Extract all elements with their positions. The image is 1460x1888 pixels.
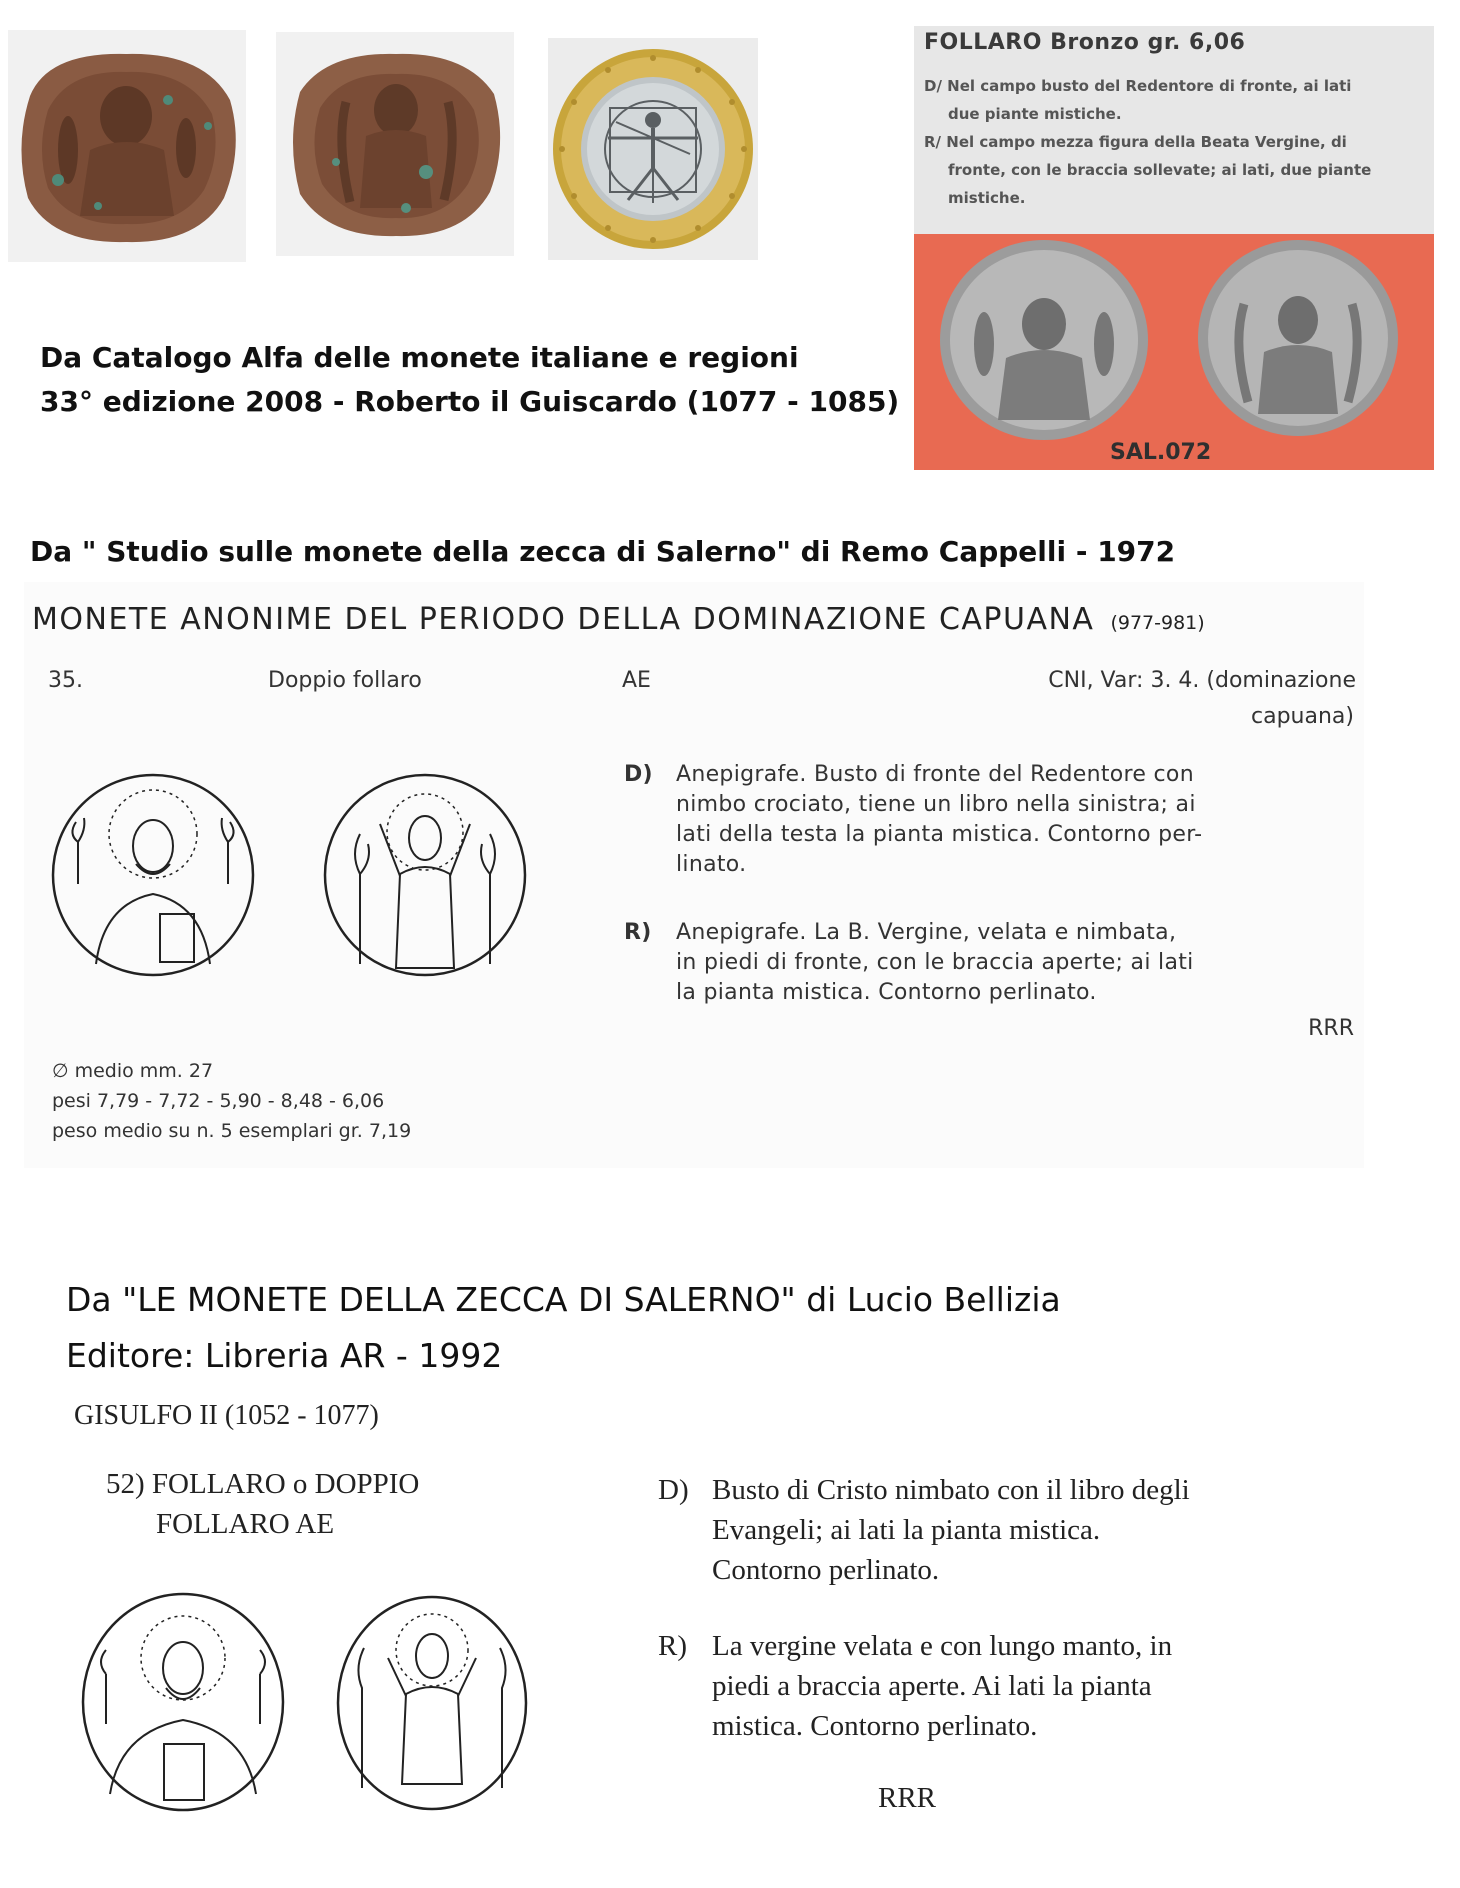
catalog-line-label: R/ bbox=[924, 133, 942, 151]
cappelli-reverse-line: in piedi di fronte, con le braccia aperte; ai lati bbox=[676, 950, 1194, 975]
cappelli-denomination: Doppio follaro bbox=[268, 668, 422, 693]
cappelli-obverse-line: Anepigrafe. Busto di fronte del Redentore con bbox=[676, 762, 1194, 787]
alfa-caption-line-1: Da Catalogo Alfa delle monete italiane e regioni bbox=[40, 341, 799, 374]
cappelli-reverse-line: la pianta mistica. Contorno perlinato. bbox=[676, 980, 1097, 1005]
catalog-code: SAL.072 bbox=[1110, 440, 1212, 465]
bellizia-reverse-label: R) bbox=[658, 1630, 687, 1662]
catalog-line-text: mistiche. bbox=[948, 189, 1026, 207]
cappelli-reverse-line: Anepigrafe. La B. Vergine, velata e nimbata, bbox=[676, 920, 1177, 945]
cappelli-obverse-description bbox=[624, 760, 1316, 880]
bellizia-reverse-description bbox=[658, 1626, 1372, 1746]
euro-coin-image bbox=[548, 38, 758, 260]
cappelli-section-title bbox=[32, 602, 1205, 637]
catalog-line-2 bbox=[948, 102, 1122, 126]
cappelli-section-dates: (977-981) bbox=[1110, 612, 1205, 634]
coin-obverse-image bbox=[8, 30, 246, 262]
bellizia-reverse-line: piedi a braccia aperte. Ai lati la pianta bbox=[712, 1670, 1152, 1702]
catalog-line-text: fronte, con le braccia sollevate; ai lati, due piante bbox=[948, 161, 1372, 179]
cappelli-scan bbox=[24, 582, 1364, 1168]
bellizia-reverse-line: mistica. Contorno perlinato. bbox=[712, 1710, 1038, 1742]
cappelli-obverse-line: nimbo crociato, tiene un libro nella sinistra; ai bbox=[676, 792, 1196, 817]
euro-coin-photo bbox=[548, 38, 758, 260]
bellizia-obverse-line: Evangeli; ai lati la pianta mistica. bbox=[712, 1514, 1101, 1546]
bellizia-obverse-description bbox=[658, 1470, 1372, 1590]
bellizia-item-line-1: 52) FOLLARO o DOPPIO bbox=[106, 1468, 420, 1500]
cappelli-reverse-drawing bbox=[320, 764, 530, 986]
cappelli-ref-line-1: CNI, Var: 3. 4. (dominazione bbox=[1048, 668, 1356, 693]
bellizia-obverse-line: Contorno perlinato. bbox=[712, 1554, 940, 1586]
coin-photo-reverse bbox=[276, 32, 514, 256]
catalog-line-text: due piante mistiche. bbox=[948, 105, 1122, 123]
catalog-line-1 bbox=[924, 74, 1351, 98]
cappelli-ref-line-2: capuana) bbox=[1251, 704, 1354, 729]
cappelli-caption: Da " Studio sulle monete della zecca di Salerno" di Remo Cappelli - 1972 bbox=[30, 535, 1176, 568]
cappelli-obverse-label: D) bbox=[624, 762, 653, 787]
bellizia-item-line-2: FOLLARO AE bbox=[156, 1508, 335, 1540]
catalog-line-text: Nel campo mezza figura della Beata Vergine, di bbox=[946, 133, 1347, 151]
cappelli-stat-weights: pesi 7,79 - 7,72 - 5,90 - 8,48 - 6,06 bbox=[52, 1090, 385, 1112]
bellizia-rarity: RRR bbox=[878, 1782, 937, 1814]
bellizia-obverse-drawing bbox=[76, 1584, 290, 1820]
catalog-coin-images bbox=[914, 234, 1434, 470]
bellizia-caption-line-1: Da "LE MONETE DELLA ZECCA DI SALERNO" di Lucio Bellizia bbox=[66, 1280, 1061, 1319]
bellizia-obverse-label: D) bbox=[658, 1474, 689, 1506]
cappelli-reverse-label: R) bbox=[624, 920, 652, 945]
catalog-line-4 bbox=[948, 158, 1371, 182]
cappelli-rarity: RRR bbox=[1308, 1016, 1354, 1041]
catalog-scan bbox=[914, 26, 1434, 470]
catalog-line-text: Nel campo busto del Redentore di fronte, ai lati bbox=[947, 77, 1352, 95]
coin-photo-obverse bbox=[8, 30, 246, 262]
cappelli-reverse-description bbox=[624, 918, 1316, 1008]
bellizia-obverse-line: Busto di Cristo nimbato con il libro degli bbox=[712, 1474, 1190, 1506]
bellizia-reverse-drawing bbox=[332, 1588, 532, 1818]
bellizia-caption-line-2: Editore: Libreria AR - 1992 bbox=[66, 1336, 503, 1375]
cappelli-section-name: MONETE ANONIME DEL PERIODO DELLA DOMINAZIONE CAPUANA bbox=[32, 602, 1095, 637]
cappelli-metal: AE bbox=[622, 668, 651, 693]
catalog-title: FOLLARO Bronzo gr. 6,06 bbox=[924, 30, 1246, 55]
catalog-line-3 bbox=[924, 130, 1347, 154]
cappelli-number: 35. bbox=[48, 668, 83, 693]
cappelli-stat-diameter: ∅ medio mm. 27 bbox=[52, 1060, 214, 1082]
catalog-coin-plate bbox=[914, 234, 1434, 470]
catalog-line-5 bbox=[948, 186, 1025, 210]
cappelli-obverse-line: lati della testa la pianta mistica. Contorno per- bbox=[676, 822, 1203, 847]
bellizia-ruler: GISULFO II (1052 - 1077) bbox=[74, 1400, 379, 1431]
cappelli-obverse-drawing bbox=[48, 764, 258, 986]
cappelli-obverse-line: linato. bbox=[676, 852, 747, 877]
coin-reverse-image bbox=[276, 32, 514, 256]
catalog-line-label: D/ bbox=[924, 77, 942, 95]
cappelli-stat-average: peso medio su n. 5 esemplari gr. 7,19 bbox=[52, 1120, 412, 1142]
bellizia-reverse-line: La vergine velata e con lungo manto, in bbox=[712, 1630, 1173, 1662]
alfa-caption-line-2: 33° edizione 2008 - Roberto il Guiscardo (1077 - 1085) bbox=[40, 385, 900, 418]
